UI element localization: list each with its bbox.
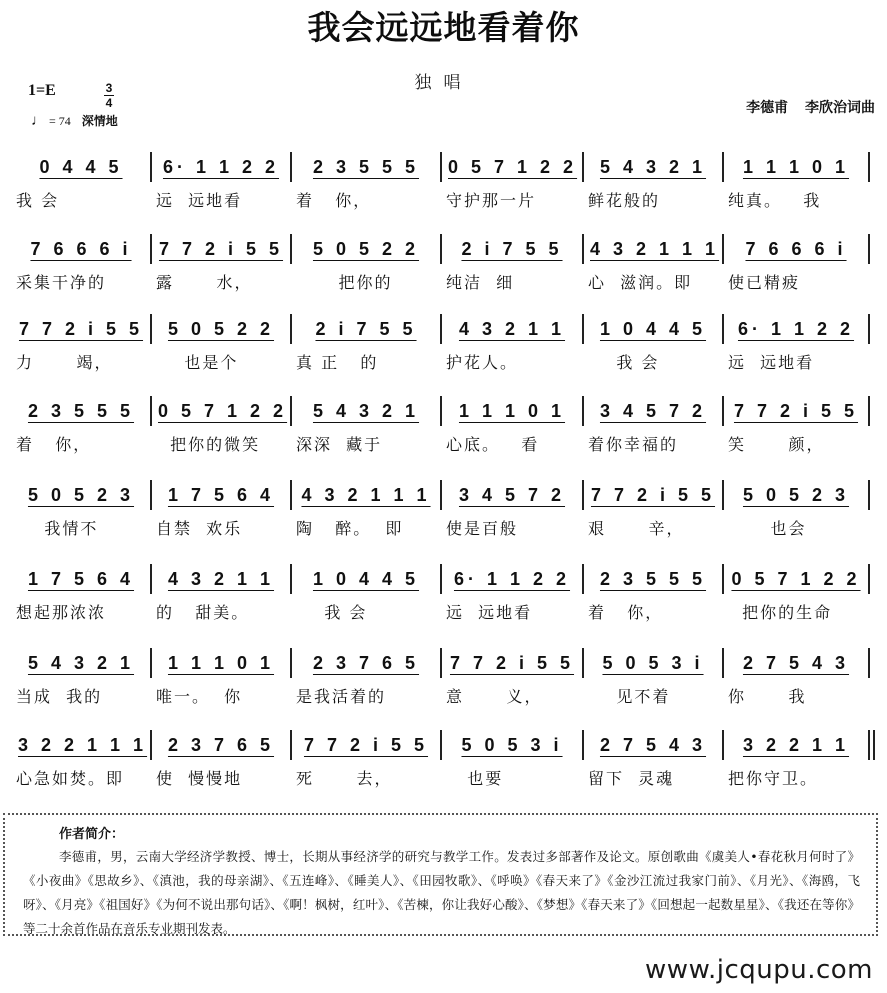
score-system [10,384,880,464]
jianpu-notes: 2 3 7 6 5 [167,735,275,755]
measure [586,302,720,348]
jianpu-notes: 1 0 4 4 5 [599,319,707,339]
lyric-segment: 使 慢慢地 [156,769,243,788]
measure [14,140,148,186]
bar-line [868,314,870,344]
measure [14,552,148,598]
lyric-segment: 护花人。 [446,353,519,372]
lyric-segment: 也要 [446,769,504,788]
lyric-segment: 自禁 欢乐 [156,519,243,538]
measure [586,636,720,682]
jianpu-notes: 1 7 5 6 4 [27,569,135,589]
jianpu-notes: 7 6 6 6 i [30,239,132,259]
measure [726,468,866,514]
lyrics-row [10,516,880,540]
measure [294,552,438,598]
jianpu-notes: 7 7 2 i 5 5 [18,319,144,339]
measure-row [10,302,880,348]
lyric-segment: 着 你， [296,191,372,210]
measure [294,384,438,430]
measure [444,636,580,682]
jianpu-notes: 2 7 5 4 3 [742,653,850,673]
measure [444,718,580,764]
bar-line [868,396,870,426]
bar-line [868,480,870,510]
measure [444,222,580,268]
jianpu-notes: 7 6 6 6 i [745,239,847,259]
song-title: 我会远远地看着你 [307,8,580,47]
bar-line [290,564,292,594]
jianpu-notes: 2 3 5 5 5 [27,401,135,421]
score-system [10,552,880,632]
lyric-segment: 着 你， [588,603,664,622]
lyric-segment: 远 远地看 [156,191,243,210]
bar-line [440,648,442,678]
bar-line [722,152,724,182]
bar-line [868,234,870,264]
bar-line [868,648,870,678]
final-bar-line [868,730,870,760]
bar-line [150,730,152,760]
lyric-segment: 真 正 的 [296,353,379,372]
lyrics-row [10,766,880,790]
time-signature-bottom: 4 [105,96,113,110]
measure [586,718,720,764]
lyric-segment: 我情不 [16,519,99,538]
measure [726,222,866,268]
jianpu-notes: 1 1 1 0 1 [167,653,275,673]
bar-line [722,564,724,594]
jianpu-notes: 5 0 5 2 3 [27,485,135,505]
expression-marking: 深情地 [81,114,118,128]
quarter-note-icon: ♩ [31,113,46,129]
bar-line [440,480,442,510]
bar-line [290,314,292,344]
jianpu-notes: 3 4 5 7 2 [599,401,707,421]
measure [726,302,866,348]
lyric-segment: 采集干净的 [16,273,107,292]
measure-row [10,222,880,268]
measure [726,552,866,598]
measure [294,636,438,682]
lyric-segment: 的 甜美。 [156,603,250,622]
measure-row [10,552,880,598]
bar-line [582,234,584,264]
bar-line [150,480,152,510]
watermark: www.jcqupu.com [645,955,873,985]
measure-row [10,468,880,514]
bar-line [582,648,584,678]
lyric-segment: 陶 醉。 即 [296,519,404,538]
lyrics-row [10,270,880,294]
measure [444,552,580,598]
lyric-segment: 也会 [728,519,807,538]
lyric-segment: 守护那一片 [446,191,537,210]
bar-line [582,396,584,426]
lyric-segment: 我 会 [588,353,660,372]
measure [154,552,288,598]
lyrics-row [10,600,880,624]
lyric-segment: 艰 辛， [588,519,685,538]
jianpu-notes: 2 3 5 5 5 [599,569,707,589]
lyric-segment: 把你守卫。 [728,769,819,788]
jianpu-notes: 5 0 5 3 i [461,735,563,755]
bar-line [290,648,292,678]
lyrics-row [10,350,880,374]
lyric-segment: 远 远地看 [728,353,815,372]
bar-line [868,152,870,182]
author-bio-box [3,813,878,936]
bar-line [722,648,724,678]
score-system [10,140,880,220]
bar-line [582,564,584,594]
jianpu-notes: 4 3 2 1 1 1 [590,239,720,259]
lyric-segment: 着 你， [16,435,92,454]
bar-line [290,152,292,182]
jianpu-notes: 5 4 3 2 1 [599,157,707,177]
jianpu-notes: 7 7 2 i 5 5 [303,735,429,755]
measure [154,468,288,514]
measure [14,718,148,764]
lyric-segment: 使已精疲 [728,273,801,292]
jianpu-notes: 5 4 3 2 1 [27,653,135,673]
jianpu-notes: 3 2 2 1 1 1 [18,735,148,755]
performance-type: 独唱 [414,73,473,93]
bio-text: 李德甫，男，云南大学经济学教授、博士，长期从事经济学的研究与教学工作。发表过多部著作及论文。原创歌曲《虞美人•春花秋月何时了》《小夜曲》《思故乡》、《滇池，我的母亲湖》、《五连峰》、《睡美人》、《田园牧歌》、《呼唤》《春天来了》《金沙江流过我家门前》、《月光》、《海鸥，飞呀》、《月亮》《祖国好》《为何不说出那句话》、《啊！枫树，红叶》、《苦楝，你让我好心酸》、《梦想》《春天来了》《回想起一起数星星》、《我还在等你》等二十余首作品在音乐专业期刊发表。 [23,849,860,936]
measure [154,140,288,186]
jianpu-notes: 1 7 5 6 4 [167,485,275,505]
score-system [10,636,880,716]
jianpu-notes: 4 3 2 1 1 [167,569,275,589]
measure [154,222,288,268]
measure [726,140,866,186]
bar-line [722,480,724,510]
bar-line [150,152,152,182]
jianpu-notes: 3 4 5 7 2 [458,485,566,505]
measure [14,468,148,514]
bar-line [440,314,442,344]
jianpu-notes: 2 i 7 5 5 [461,239,563,259]
jianpu-notes: 7 7 2 i 5 5 [590,485,716,505]
jianpu-notes: 0 5 7 1 2 2 [158,401,288,421]
measure [586,140,720,186]
bar-line [722,730,724,760]
credits [746,97,875,117]
lyrics-row [10,432,880,456]
jianpu-notes: 0 4 4 5 [39,157,123,177]
bar-line [440,152,442,182]
lyric-segment: 我 会 [296,603,368,622]
tempo-marking [31,112,118,130]
lyric-segment: 心 滋润。即 [588,273,693,292]
measure-row [10,140,880,186]
lyric-segment: 见不着 [588,687,671,706]
jianpu-notes: 5 0 5 2 2 [312,239,420,259]
measure [726,636,866,682]
jianpu-notes: 7 7 2 i 5 5 [449,653,575,673]
bar-line [582,314,584,344]
lyric-segment: 纯真。 我 [728,191,822,210]
bar-line [722,234,724,264]
lyrics-row [10,684,880,708]
bar-line [290,396,292,426]
tempo-value: = 74 [49,114,71,128]
jianpu-notes: 5 0 5 2 3 [742,485,850,505]
lyric-segment: 把你的 [296,273,393,292]
score-system [10,468,880,548]
measure [586,468,720,514]
bar-line [582,152,584,182]
lyric-segment: 死 去， [296,769,393,788]
measure [154,718,288,764]
lyric-segment: 把你的微笑 [156,435,261,454]
time-signature [104,82,114,109]
lyric-segment: 你 我 [728,687,807,706]
lyric-segment: 把你的生命 [728,603,833,622]
bar-line [722,314,724,344]
measure [444,140,580,186]
lyric-segment: 留下 灵魂 [588,769,675,788]
score-system [10,222,880,302]
measure [294,222,438,268]
jianpu-notes: 6· 1 1 2 2 [737,319,855,339]
measure [14,384,148,430]
jianpu-notes: 6· 1 1 2 2 [162,157,280,177]
lyric-segment: 唯一。 你 [156,687,243,706]
bio-heading: 作者简介： [59,827,125,842]
jianpu-notes: 5 0 5 3 i [602,653,704,673]
bar-line [290,730,292,760]
jianpu-notes: 1 1 1 0 1 [742,157,850,177]
score-system [10,302,880,382]
lyric-segment: 笑 颜， [728,435,825,454]
measure [294,302,438,348]
lyric-segment: 心急如焚。即 [16,769,125,788]
key-signature: 1=E [28,82,56,99]
lyric-segment: 也是个 [156,353,239,372]
bar-line [722,396,724,426]
jianpu-notes: 6· 1 1 2 2 [453,569,571,589]
measure [726,384,866,430]
lyric-segment: 力 竭， [16,353,113,372]
measure [294,468,438,514]
jianpu-notes: 0 5 7 1 2 2 [448,157,578,177]
measure-row [10,636,880,682]
bar-line [150,234,152,264]
jianpu-notes: 1 0 4 4 5 [312,569,420,589]
measure-row [10,718,880,764]
jianpu-notes: 2 3 5 5 5 [312,157,420,177]
bar-line [150,564,152,594]
bar-line [150,648,152,678]
measure [294,140,438,186]
jianpu-notes: 5 0 5 2 2 [167,319,275,339]
measure [14,222,148,268]
bar-line [582,730,584,760]
measure [586,552,720,598]
lyric-segment: 心底。 看 [446,435,540,454]
bar-line [440,564,442,594]
bar-line [150,396,152,426]
jianpu-notes: 2 i 7 5 5 [315,319,417,339]
bar-line [868,564,870,594]
lyric-segment: 使是百般 [446,519,519,538]
lyric-segment: 当成 我的 [16,687,103,706]
bar-line [440,396,442,426]
bar-line [440,730,442,760]
measure [586,222,720,268]
measure [444,384,580,430]
measure [154,636,288,682]
lyric-segment: 深深 藏于 [296,435,383,454]
lyricist: 李德甫 [746,100,789,116]
lyric-segment: 鲜花般的 [588,191,661,210]
lyric-segment: 想起那浓浓 [16,603,107,622]
measure [154,384,288,430]
measure [444,468,580,514]
lyric-segment: 露 水， [156,273,253,292]
measure [444,302,580,348]
lyric-segment: 是我活着的 [296,687,387,706]
jianpu-notes: 0 5 7 1 2 2 [731,569,861,589]
bar-line [440,234,442,264]
jianpu-notes: 2 3 7 6 5 [312,653,420,673]
measure [154,302,288,348]
lyric-segment: 着你幸福的 [588,435,679,454]
jianpu-notes: 2 7 5 4 3 [599,735,707,755]
lyric-segment: 意 义， [446,687,543,706]
bar-line [150,314,152,344]
jianpu-notes: 7 7 2 i 5 5 [733,401,859,421]
measure [726,718,866,764]
lyric-segment: 纯洁 细 [446,273,515,292]
bar-line [582,480,584,510]
jianpu-notes: 4 3 2 1 1 1 [301,485,431,505]
bar-line [290,480,292,510]
measure [294,718,438,764]
measure [14,302,148,348]
lyrics-row [10,188,880,212]
lyric-segment: 我 会 [16,191,60,210]
composer: 李欣治词曲 [805,100,875,116]
score-system [10,718,880,798]
jianpu-notes: 7 7 2 i 5 5 [158,239,284,259]
jianpu-notes: 1 1 1 0 1 [458,401,566,421]
bar-line [290,234,292,264]
jianpu-notes: 4 3 2 1 1 [458,319,566,339]
measure-row [10,384,880,430]
time-signature-top: 3 [105,81,113,95]
lyric-segment: 远 远地看 [446,603,533,622]
measure [14,636,148,682]
measure [586,384,720,430]
jianpu-notes: 3 2 2 1 1 [742,735,850,755]
jianpu-notes: 5 4 3 2 1 [312,401,420,421]
